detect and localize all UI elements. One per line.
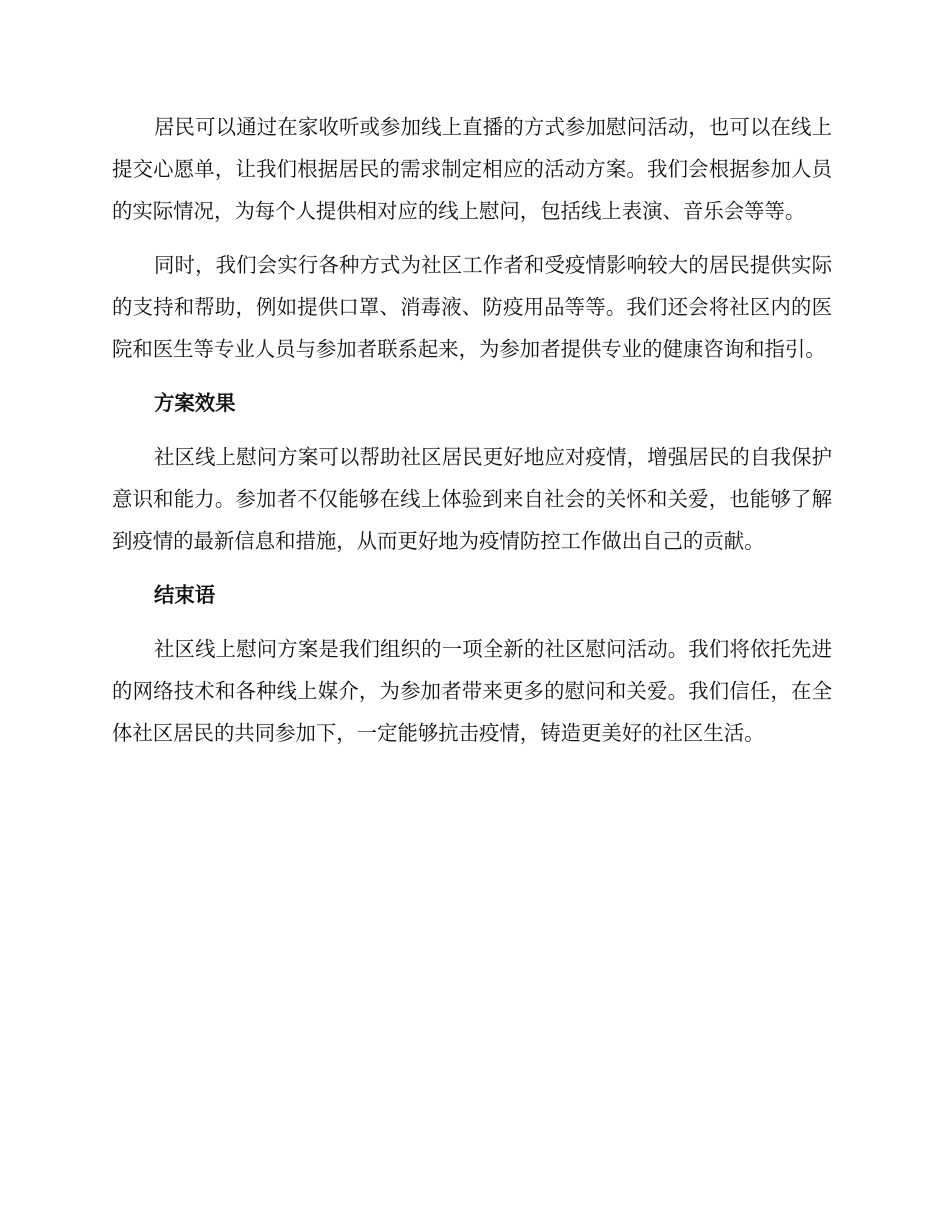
body-paragraph-participation: 居民可以通过在家收听或参加线上直播的方式参加慰问活动，也可以在线上提交心愿单，让我们根据居民的需求制定相应的活动方案。我们会根据参加人员的实际情况，为每个人提供相对应的线上慰问，包括线上表演、音乐会等等。 (112, 115, 832, 223)
section-heading-effect: 方案效果 (154, 391, 236, 415)
body-paragraph-effect: 社区线上慰问方案可以帮助社区居民更好地应对疫情，增强居民的自我保护意识和能力。参加者不仅能够在线上体验到来自社会的关怀和关爱，也能够了解到疫情的最新信息和措施，从而更好地为疫情防控工作做出自己的贡献。 (112, 445, 832, 553)
body-paragraph-conclusion: 社区线上慰问方案是我们组织的一项全新的社区慰问活动。我们将依托先进的网络技术和各种线上媒介，为参加者带来更多的慰问和关爱。我们信任，在全体社区居民的共同参加下，一定能够抗击疫情，铸造更美好的社区生活。 (112, 637, 832, 745)
section-heading-conclusion: 结束语 (154, 583, 216, 607)
body-paragraph-support: 同时，我们会实行各种方式为社区工作者和受疫情影响较大的居民提供实际的支持和帮助，例如提供口罩、消毒液、防疫用品等等。我们还会将社区内的医院和医生等专业人员与参加者联系起来，为参加者提供专业的健康咨询和指引。 (112, 253, 832, 361)
document-page (112, 106, 832, 766)
